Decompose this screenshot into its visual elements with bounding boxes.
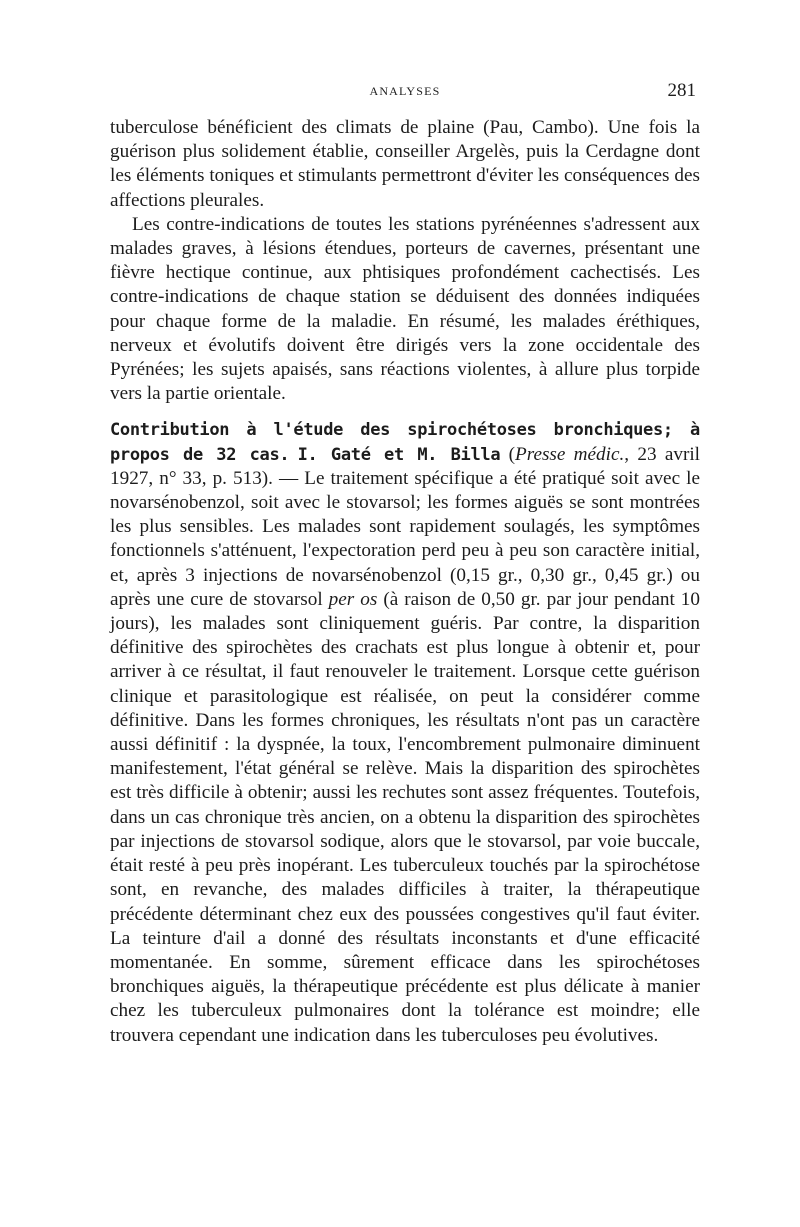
body-text (110, 116, 700, 1048)
abstract-text-2: (à raison de 0,50 gr. par jour pendant 10 jours), les malades sont cliniquement guéris. Par contre, la disparition définitive des spirochètes des crachats est plus longue à obtenir et, pour arriver à ce résultat, il faut renouveler le traitement. Lorsque cette guérison clinique et parasitologique est réalisée, on peut la considérer comme définitive. Dans les formes chroniques, les résultats n'ont pas un caractère aussi définitif : la dyspnée, la toux, l'encombrement pulmonaire diminuent manifestement, l'état général se relève. Mais la disparition des spirochètes est très difficile à obtenir; aussi les rechutes sont assez fréquentes. Toutefois, dans un cas chronique très ancien, on a obtenu la disparition des spirochètes par injections de stovarsol sodique, alors que le stovarsol, par voie buccale, était resté à peu près inopérant. Les tuberculeux touchés par la spirochétose sont, en revanche, des malades difficiles à traiter, la thérapeutique précédente déterminant chez eux des poussées congestives qu'il faut éviter. La teinture d'ail a donné des résultats inconstants et d'une efficacité momentanée. En somme, sûrement efficace dans les spirochétoses bronchiques aiguës, la thérapeutique précédente est plus délicate à manier chez les tuberculeux pulmonaires dont la tolérance est moindre; elle trouvera cependant une indication dans les tuberculoses peu évolutives. (110, 588, 700, 1046)
article-abstract (110, 418, 700, 1047)
citation-open: ( (508, 443, 515, 465)
page-number: 281 (667, 80, 696, 101)
running-title: ANALYSES (369, 84, 441, 98)
paragraph-continued: tuberculose bénéficient des climats de plaine (Pau, Cambo). Une fois la guérison plus solidement établie, conseiller Argelès, puis la Cerdagne dont les éléments toniques et stimulants permettront d'éviter les conséquences des affections pleurales. (110, 117, 700, 211)
citation-details: , 23 avril 1927, n° 33, p. 513). (110, 443, 700, 489)
abstract-text-1: — Le traitement spécifique a été pratiqué soit avec le novarsénobenzol, soit avec le stovarsol; les formes aiguës se sont montrées les plus sensibles. Les malades sont rapidement soulagés, les symptômes fonctionnels s'atténuent, l'expectoration perd peu à peu son caractère initial, et, après 3 injections de novarsénobenzol (0,15 gr., 0,30 gr., 0,45 gr.) ou après une cure de stovarsol (110, 467, 700, 610)
article-title: Contribution à l'étude des spirochétoses bronchiques; à propos de 32 cas. (110, 420, 700, 465)
page-header (110, 80, 700, 104)
per-os-term: per os (328, 588, 378, 610)
journal-name: Presse médic. (514, 443, 625, 465)
article-authors: I. Gaté et M. Billa (297, 444, 501, 465)
paragraph-contre-indications: Les contre-indications de toutes les stations pyrénéennes s'adressent aux malades graves, à lésions étendues, porteurs de cavernes, présentant une fièvre hectique continue, aux phtisiques profondément cachectisés. Les contre-indications de chaque station se déduisent des données indiquées pour chaque forme de la maladie. En résumé, les malades éréthiques, nerveux et évolutifs doivent être dirigés vers la zone occidentale des Pyrénées; les sujets apaisés, sans réactions violentes, à allure plus torpide vers la partie orientale. (110, 213, 700, 405)
